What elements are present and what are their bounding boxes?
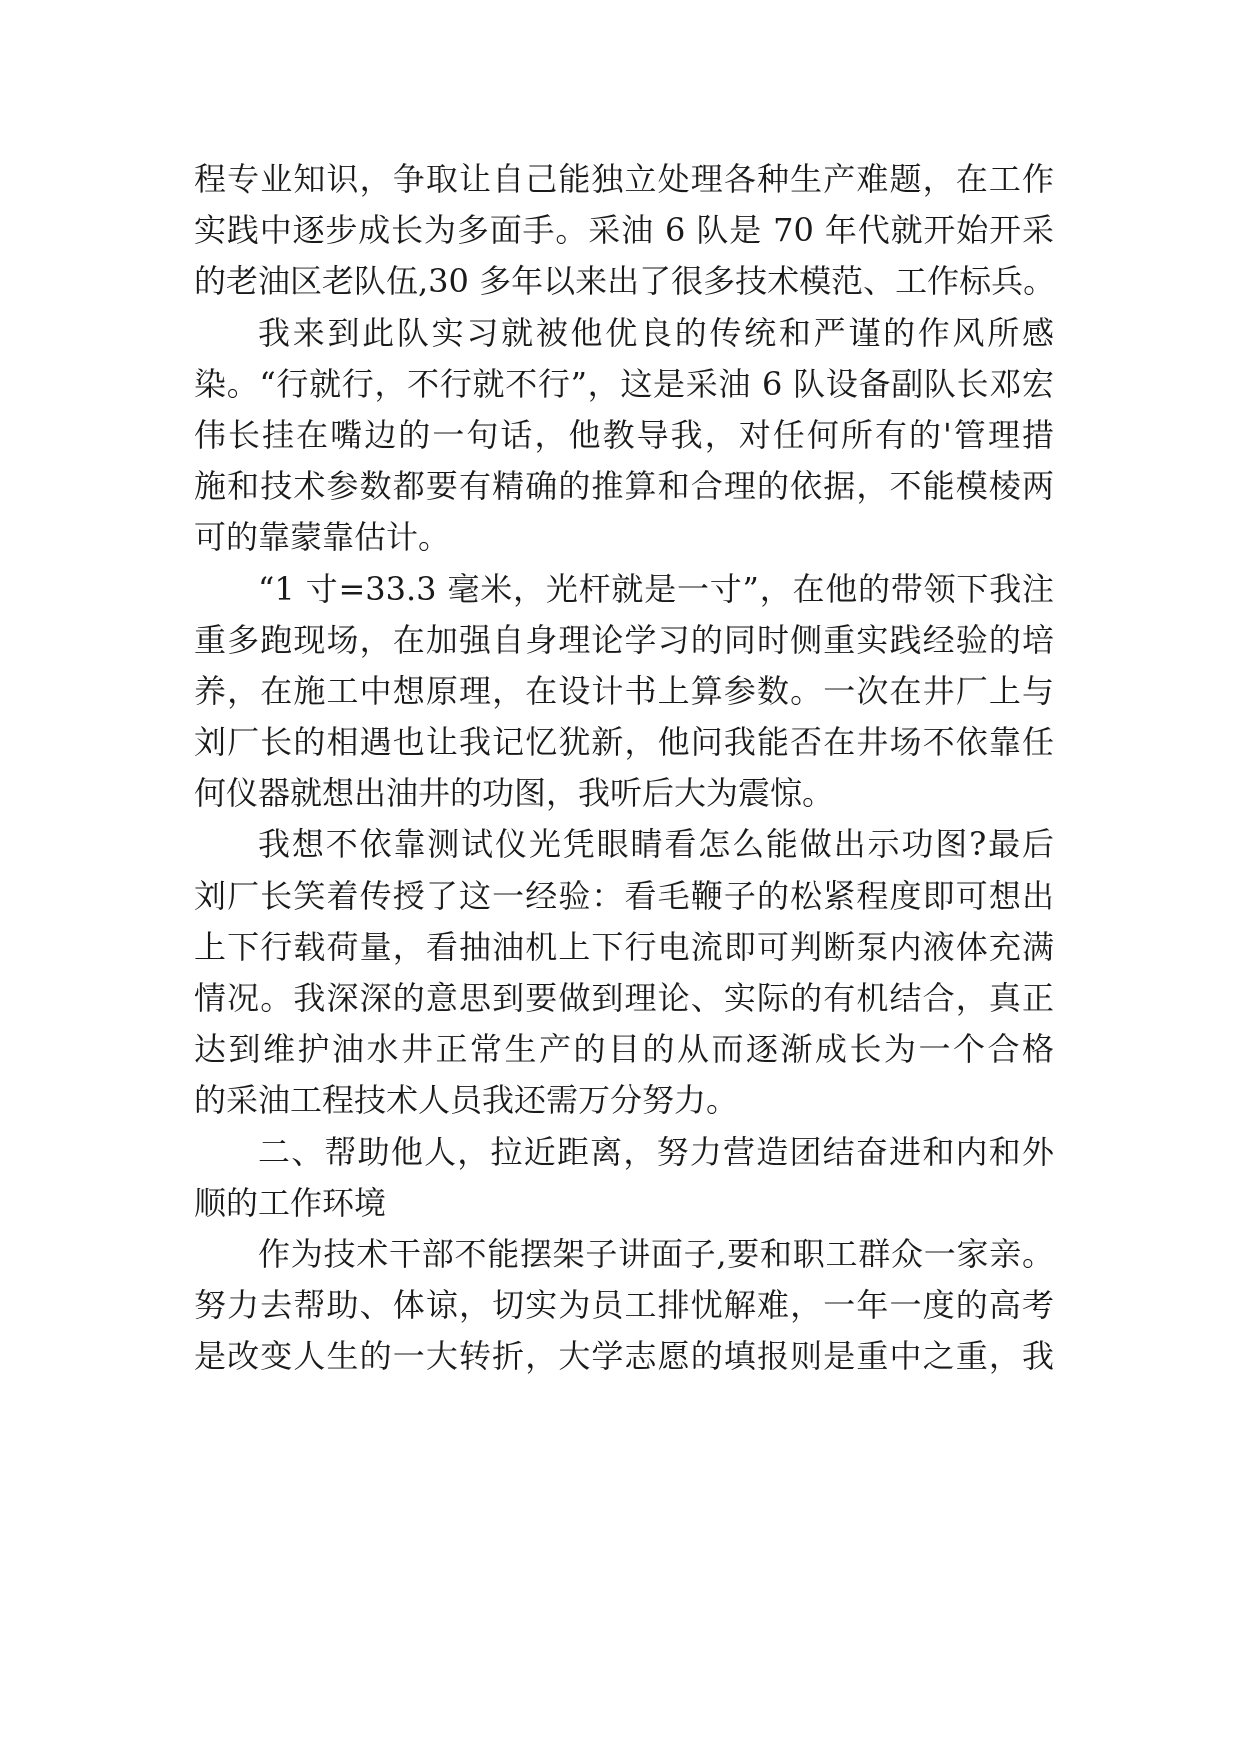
text-line: 的采油工程技术人员我还需万分努力。	[194, 1081, 739, 1120]
text-line: 的老油区老队伍,30 多年以来出了很多技术模范、工作标兵。	[194, 262, 1056, 301]
text-line: 养，在施工中想原理，在设计书上算参数。一次在井厂上与	[194, 671, 1054, 710]
section-heading: 二、帮助他人，拉近距离，努力营造团结奋进和内和外	[258, 1132, 1054, 1171]
text-line: 伟长挂在嘴边的一句话，他教导我，对任何所有的'管理措	[194, 415, 1054, 454]
paragraph-first-line: “1 寸=33.3 毫米，光杆就是一寸”，在他的带领下我注	[258, 569, 1054, 608]
text-line: 实践中逐步成长为多面手。采油 6 队是 70 年代就开始开采	[194, 211, 1054, 250]
text-line: 重多跑现场，在加强自身理论学习的同时侧重实践经验的培	[194, 620, 1054, 659]
text-line: 达到维护油水井正常生产的目的从而逐渐成长为一个合格	[194, 1030, 1054, 1069]
section-heading-continued: 顺的工作环境	[194, 1183, 387, 1222]
paragraph-first-line: 我来到此队实习就被他优良的传统和严谨的作风所感	[258, 313, 1054, 352]
text-line: 何仪器就想出油井的功图，我听后大为震惊。	[194, 774, 835, 813]
text-line: 施和技术参数都要有精确的推算和合理的依据，不能模棱两	[194, 467, 1054, 506]
text-line: 程专业知识，争取让自己能独立处理各种生产难题，在工作	[194, 160, 1054, 198]
text-line: 染。“行就行，不行就不行”，这是采油 6 队设备副队长邓宏	[194, 364, 1054, 403]
paragraph-first-line: 我想不依靠测试仪光凭眼睛看怎么能做出示功图?最后	[258, 825, 1054, 864]
text-line: 是改变人生的一大转折，大学志愿的填报则是重中之重，我	[194, 1337, 1054, 1376]
text-line: 上下行载荷量，看抽油机上下行电流即可判断泵内液体充满	[194, 927, 1054, 966]
text-line: 刘厂长的相遇也让我记忆犹新，他问我能否在井场不依靠任	[194, 723, 1054, 762]
document-body	[194, 154, 1054, 1383]
text-line: 情况。我深深的意思到要做到理论、实际的有机结合，真正	[194, 979, 1054, 1017]
text-line: 可的靠蒙靠估计。	[194, 518, 451, 557]
paragraph-first-line: 作为技术干部不能摆架子讲面子,要和职工群众一家亲。	[258, 1234, 1054, 1273]
text-line: 努力去帮助、体谅，切实为员工排忧解难，一年一度的高考	[194, 1286, 1054, 1325]
text-line: 刘厂长笑着传授了这一经验：看毛鞭子的松紧程度即可想出	[194, 876, 1054, 915]
